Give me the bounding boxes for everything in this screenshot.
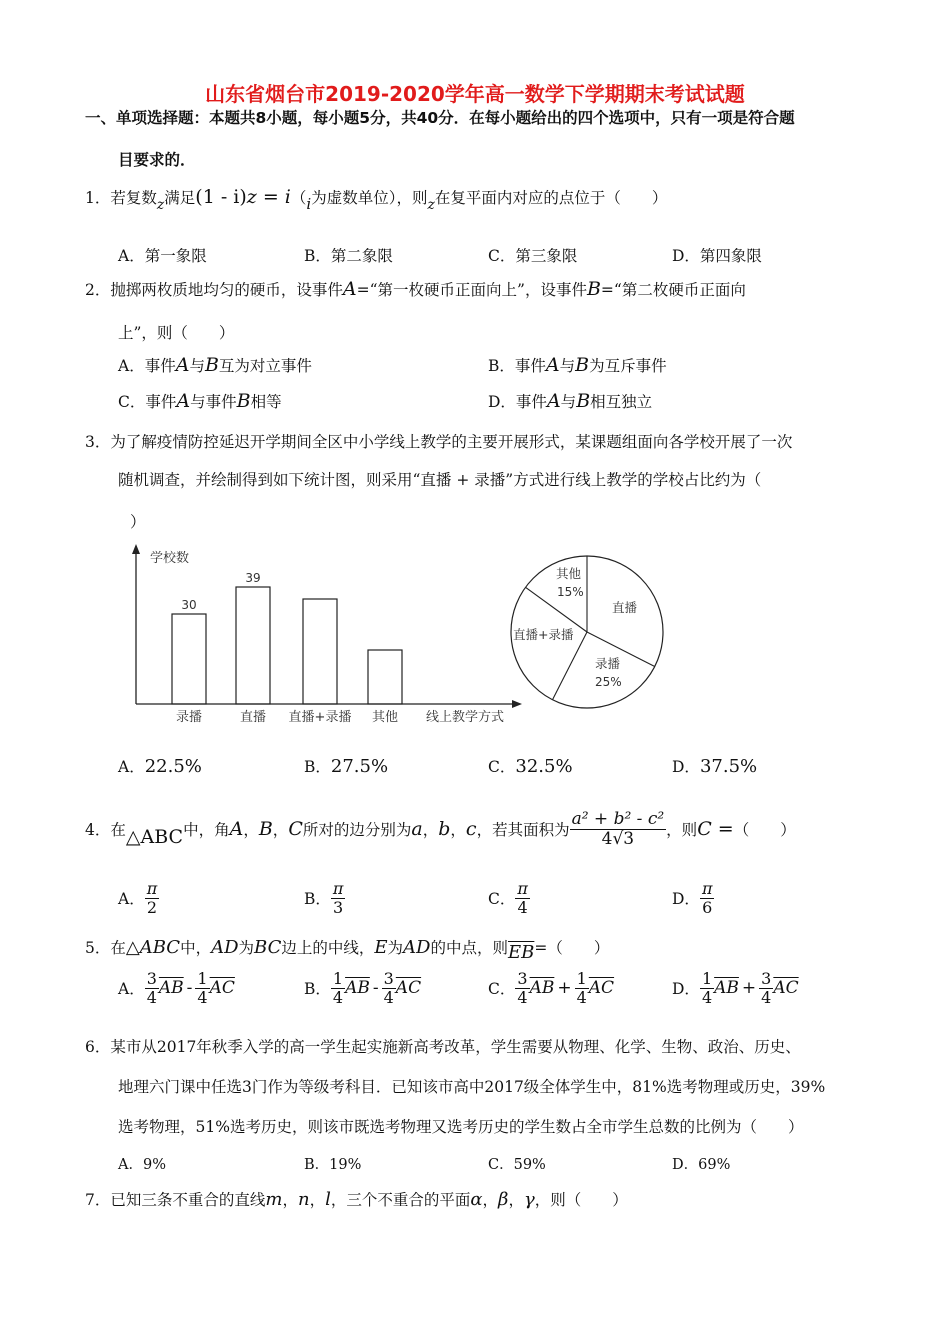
q5-option-a[interactable]: A． $\frac{3}{4}$ $\overline{AB}$ - $\frac{1}{4}$ $\overline{AC}$ (118, 969, 235, 1007)
bar-value-label-1: 39 (245, 571, 261, 585)
y-axis-label: 学校数 (150, 551, 190, 566)
q5-option-d[interactable]: D． $\frac{1}{4}$ $\overline{AB}$ + $\frac{3}{4}$ $\overline{AC}$ (672, 969, 799, 1007)
q6-option-d[interactable]: D．69% (672, 1157, 731, 1173)
page-title: 山东省烟台市2019-2020学年高一数学下学期期末考试试题 (205, 82, 745, 106)
question-4-stem: 4．在 △ABC 中，角 A ， B ， C 所对的边分别为 a ， b ， c ，若其面积为 $\frac{\text{a² + b² - c²}}{4√3}$ ，则 C = （ ） (85, 808, 796, 849)
q2-option-c[interactable]: C．事件A与事件B相等 (118, 390, 282, 412)
bar-value-label-0: 30 (181, 598, 197, 612)
bar-chart-bars (172, 571, 402, 725)
q5-option-c[interactable]: C． $\frac{3}{4}$ $\overline{AB}$ + $\frac{1}{4}$ $\overline{AC}$ (488, 969, 615, 1007)
question-1-stem: 1．若复数z满足(1 - i)z = i（i为虚数单位），则z在复平面内对应的点位于（ ） (85, 186, 668, 213)
q2-option-b[interactable]: B．事件A与B为互斥事件 (488, 354, 667, 376)
area-fraction: $\frac{\text{a² + b² - c²}}{4√3}$ (571, 808, 665, 849)
pie-label-other: 其他 (556, 566, 582, 581)
pie-label-live-recorded: 直播+录播 (513, 627, 574, 642)
q1-option-c[interactable]: C．第三象限 (488, 247, 578, 265)
section-header-line1: 一、单项选择题：本题共8小题，每小题5分，共40分．在每小题给出的四个选项中，只有一项是符合题 (85, 109, 795, 127)
q6-option-b[interactable]: B．19% (304, 1157, 362, 1173)
bar-2 (303, 599, 337, 704)
var-z: z (427, 197, 435, 213)
q2-option-a[interactable]: A．事件A与B互为对立事件 (118, 354, 312, 376)
q6-option-c[interactable]: C．59% (488, 1157, 546, 1173)
vector-eb: $\overline{EB}$ (508, 942, 535, 963)
question-6-stem-line1: 6．某市从2017年秋季入学的高一学生起实施新高考改革，学生需要从物理、化学、生物、政治、历史、 (85, 1038, 801, 1056)
pie-pct-other: 15% (557, 585, 584, 599)
q4-option-a[interactable]: A． $\frac{\pi}{2}$ (118, 879, 158, 917)
bar-0 (172, 614, 206, 704)
section-header-line2: 目要求的． (118, 151, 196, 169)
pie-label-recorded: 录播 (595, 656, 621, 671)
question-6-stem-line3: 选考物理，51%选考历史，则该市既选考物理又选考历史的学生数占全市学生总数的比例为（ ） (118, 1118, 804, 1136)
question-3-stem-line2: 随机调查，并绘制得到如下统计图，则采用“直播 + 录播”方式进行线上教学的学校占比约为（ (118, 471, 762, 489)
q3-option-a[interactable]: A．22.5% (118, 756, 202, 777)
q4-option-d[interactable]: D． $\frac{\pi}{6}$ (672, 879, 713, 917)
bar-category-label-2: 直播+录播 (288, 710, 352, 725)
y-axis-arrow-icon (132, 544, 140, 554)
question-3-stem-line1: 3．为了解疫情防控延迟开学期间全区中小学线上教学的主要开展形式，某课题组面向各学校开展了一次 (85, 433, 793, 451)
q4-option-b[interactable]: B． $\frac{\pi}{3}$ (304, 879, 344, 917)
q2-option-d[interactable]: D．事件A与B相互独立 (488, 390, 653, 412)
q1-option-d[interactable]: D．第四象限 (672, 247, 762, 265)
pie-pct-recorded: 25% (595, 675, 622, 689)
equation-lhs: (1 - i) (195, 186, 247, 208)
bar-1 (236, 587, 270, 704)
equation-rhs: z = i (246, 186, 291, 208)
pie-label-live: 直播 (612, 600, 638, 615)
question-3-stem-line3: ） (130, 513, 146, 531)
q3-option-b[interactable]: B．27.5% (304, 756, 389, 777)
var-z: z (156, 197, 165, 213)
pie-chart (505, 552, 670, 712)
question-2-stem-line2: 上”，则（ ） (118, 324, 235, 342)
bar-chart (120, 540, 530, 730)
question-6-stem-line2: 地理六门课中任选3门作为等级考科目．已知该市高中2017级全体学生中，81%选考物理或历史，39% (118, 1078, 826, 1096)
q1-option-a[interactable]: A．第一象限 (118, 247, 207, 265)
bar-category-label-1: 直播 (239, 710, 267, 725)
question-7-stem: 7．已知三条不重合的直线m，n，l，三个不重合的平面α，β，γ，则（ ） (85, 1189, 628, 1210)
q1-option-b[interactable]: B．第二象限 (304, 247, 393, 265)
question-5-stem: 5．在△ABC中，AD为BC边上的中线，E为AD的中点，则$\overline{EB}=$（ ） (85, 937, 610, 963)
bar-category-label-3: 其他 (371, 710, 399, 725)
x-axis-label: 线上教学方式 (426, 710, 505, 725)
q4-option-c[interactable]: C． $\frac{\pi}{4}$ (488, 879, 528, 917)
var-i: i (306, 195, 312, 213)
bar-category-label-0: 录播 (175, 710, 203, 725)
q3-option-d[interactable]: D．37.5% (672, 756, 758, 777)
question-2-stem-line1: 2．抛掷两枚质地均匀的硬币，设事件A=“第一枚硬币正面向上”，设事件B=“第二枚硬币正面向 (85, 278, 746, 300)
q5-option-b[interactable]: B． $\frac{1}{4}$ $\overline{AB}$ - $\frac{3}{4}$ $\overline{AC}$ (304, 969, 422, 1007)
q3-option-c[interactable]: C．32.5% (488, 756, 573, 777)
q6-option-a[interactable]: A．9% (118, 1157, 166, 1173)
bar-3 (368, 650, 402, 704)
